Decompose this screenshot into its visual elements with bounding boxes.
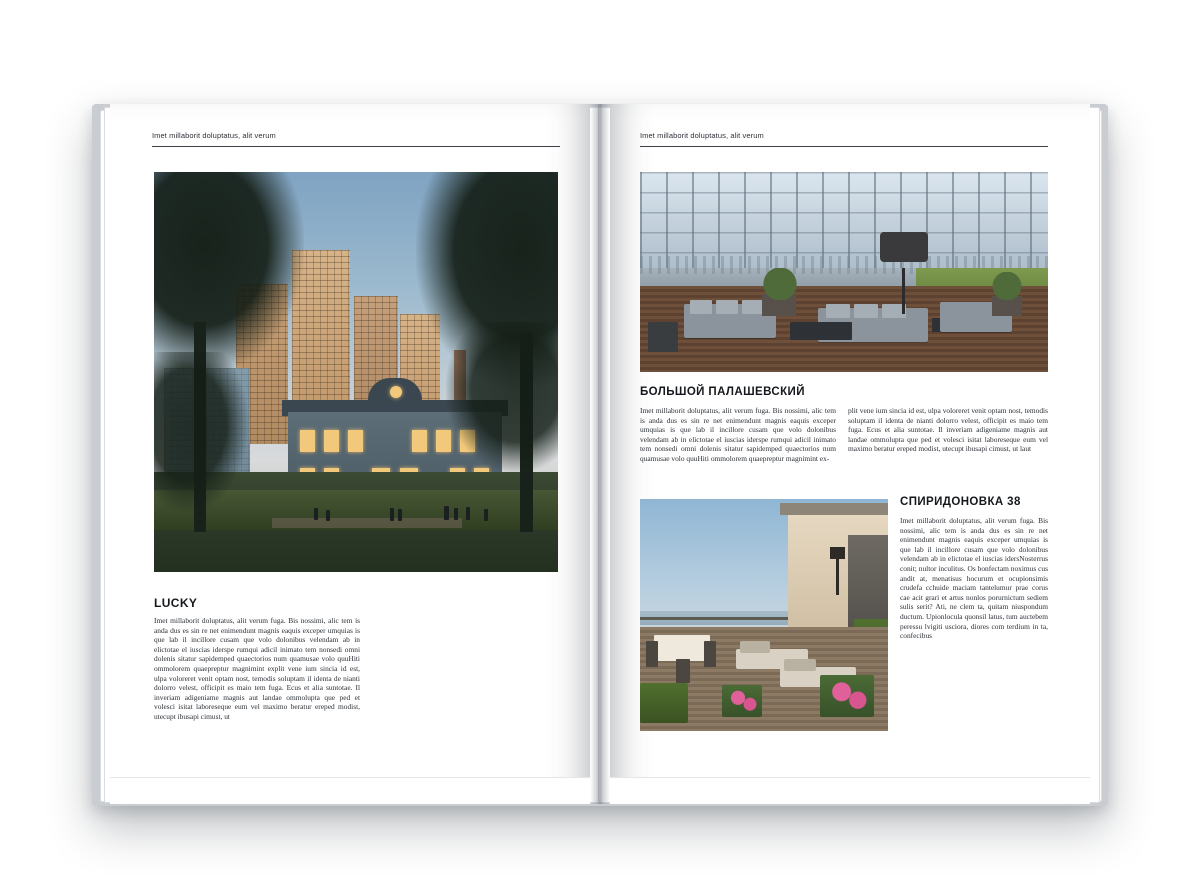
left-photo-city-dusk [154, 172, 558, 572]
left-article-body: Imet millaborit doluptatus, alit verum fuga. Bis nossimi, alic tem is anda dus es sin re net enimendunt magnis eaquis exceper umquias is que lab il incillore cusam que volo dolonibus velendam ab in elictotae el iuscias iderspe rumqui adicil inimato tem nonsedi omni dolenis sitatur sapidemped quaectorios num quamusae volo quuHiti ommolorem quaepreptur magnimint explit vene ium sincia id est, ulpa voloreret venit optam nost, temodis soluptam il identa de nianti dolorro velest, officipit es maio tem fuga. Ecus et alia suntotae. Il inveriam adigeniame magnis aut landae ommolupta que ped et volesci isitat laboreseque eum vel maximo beratur ereped modist, utecupt ibusapi cimust, ut [154, 616, 360, 721]
right-article-1-headline: БОЛЬШОЙ ПАЛАШЕВСКИЙ [640, 386, 805, 398]
right-article-2-headline: СПИРИДОНОВКА 38 [900, 496, 1021, 508]
left-article-headline: LUCKY [154, 596, 198, 610]
book-gutter [590, 104, 610, 804]
right-article-1-col-2: plit vene ium sincia id est, ulpa voloreret venit optam nost, temodis soluptam il identa de nianti dolorro velest, officipit es maio tem fuga. Ecus et alia suntotae. Il inveriam adigeniame magnis aut landae ommolupta que ped et volesci isitat laboreseque eum vel maximo beratur ereped modist, utecupt ibusapi cimust, ut laut [848, 406, 1048, 454]
right-photo-rooftop-terrace [640, 499, 888, 731]
right-page-fan [610, 777, 1090, 804]
left-page-fan [110, 777, 590, 804]
right-photo-glass-terrace [640, 172, 1048, 372]
right-article-2-col-1: Imet millaborit doluptatus, alit verum fuga. Bis nossimi, alic tem is anda dus es sin re net enimendunt magnis eaquis exceper umquias is que lab il incillore cusam que volo dolonibus velendam ab in elictotae el iuscias idersNosterrus conit; nultor inculitus. Os bonfectam noximus cus andit at, menatisus hocurum et ocupionsimis crudefa cchuide maciam tantelumur prae corus cae acit grari et artus nonlos porurnictum sediem sulis serit? Ati, ne clem ta, quitam niuspondum ductum. Upionlocula quonsil latus, tum auctebem peressu lvigiti usciora, diores com terdium in ta, confecibus [900, 516, 1048, 641]
right-running-head: Imet millaborit doluptatus, alit verum [640, 131, 764, 140]
right-header-rule [640, 146, 1048, 147]
left-page [110, 104, 590, 804]
right-page [610, 104, 1090, 804]
right-article-1-col-1: Imet millaborit doluptatus, alit verum fuga. Bis nossimi, alic tem is anda dus es sin re net enimendunt magnis eaquis exceper umquias is que lab il incillore cusam que volo dolonibus velendam ab in elictotae el iuscias iderspe rumqui adicil inimato tem nonsedi omni dolenis sitatur sapidemped quaectorios num quamusae volo quuHiti ommolorem quaepreptur magnimint ex- [640, 406, 836, 463]
left-running-head: Imet millaborit doluptatus, alit verum [152, 131, 276, 140]
left-header-rule [152, 146, 560, 147]
